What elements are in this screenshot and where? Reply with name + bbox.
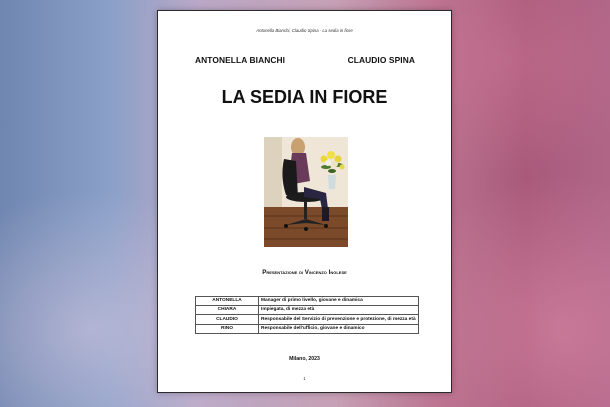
table-row xyxy=(196,297,419,306)
character-name: CLAUDIO xyxy=(196,315,259,324)
character-name: ANTONELLA xyxy=(196,297,259,306)
character-description: Impiegata, di mezza età xyxy=(259,306,419,315)
character-name: RINO xyxy=(196,324,259,333)
character-description: Responsabile dell'ufficio, giovane e dinamico xyxy=(259,324,419,333)
page-number: 1 xyxy=(303,376,306,381)
table-row xyxy=(196,306,419,315)
table-row xyxy=(196,315,419,324)
presentation-credit: Presentazione di Vincenzo Inglese xyxy=(262,269,347,276)
characters-table xyxy=(195,296,419,334)
document-title: LA SEDIA IN FIORE xyxy=(221,87,388,107)
table-row xyxy=(196,324,419,333)
character-name: CHIARA xyxy=(196,306,259,315)
author-right: CLAUDIO SPINA xyxy=(347,55,415,65)
character-description: Responsabile del Servizio di prevenzione e protezione, di mezza età xyxy=(259,315,419,324)
character-description: Manager di primo livello, giovane e dinamica xyxy=(259,297,419,306)
running-header: Antonella Bianchi, Claudio Spina - La sedia in fiore xyxy=(256,28,353,33)
document-page xyxy=(157,10,452,393)
place-date: Milano, 2023 xyxy=(289,356,320,362)
author-left: ANTONELLA BIANCHI xyxy=(195,55,286,65)
cover-photo xyxy=(264,137,348,247)
